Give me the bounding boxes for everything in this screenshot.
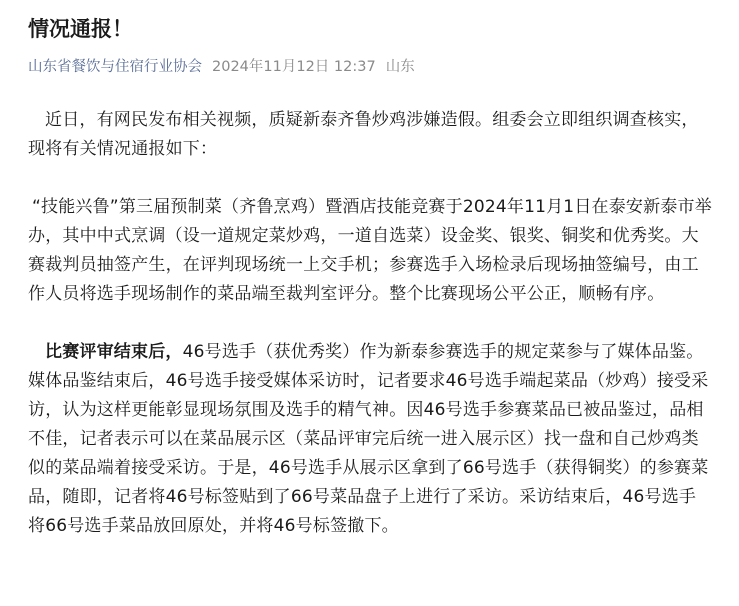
article-body <box>28 106 713 541</box>
paragraph-text: 46号选手（获优秀奖）作为新泰参赛选手的规定菜参与了媒体品鉴。媒体品鉴结束后，46号选手接受媒体采访时，记者要求46号选手端起菜品（炒鸡）接受采访，认为这样更能彰显现场氛围及选手的精气神。因46号选手参赛菜品已被品鉴过，品相不佳，记者表示可以在菜品展示区（菜品评审完后统一进入展示区）找一盘和自己炒鸡类似的菜品端着接受采访。于是，46号选手从展示区拿到了66号选手（获得铜奖）的参赛菜品，随即，记者将46号标签贴到了66号菜品盘子上进行了采访。采访结束后，46号选手将66号选手菜品放回原处，并将46号标签撤下。 <box>28 342 709 536</box>
paragraph-bold-lead: 比赛评审结束后， <box>45 342 183 362</box>
publish-location: 山东 <box>385 59 415 75</box>
source-account-link[interactable]: 山东省餐饮与住宿行业协会 <box>28 59 202 75</box>
article-meta <box>28 57 713 77</box>
article-title: 情况通报！ <box>28 17 133 41</box>
paragraph-text: “技能兴鲁”第三届预制菜（齐鲁烹鸡）暨酒店技能竞赛于2024年11月1日在泰安新泰市举办，其中中式烹调（设一道规定菜炒鸡，一道自选菜）设金奖、银奖、铜奖和优秀奖。大赛裁判员抽签产生，在评判现场统一上交手机；参赛选手入场检录后现场抽签编号，由工作人员将选手现场制作的菜品端至裁判室评分。整个比赛现场公平公正，顺畅有序。 <box>28 197 712 304</box>
paragraph-after-review <box>28 338 713 541</box>
paragraph-text: 近日，有网民发布相关视频，质疑新泰齐鲁炒鸡涉嫌造假。组委会立即组织调查核实，现将有关情况通报如下： <box>28 110 699 159</box>
paragraph-competition <box>28 193 713 309</box>
publish-date: 2024年11月12日 12:37 <box>212 59 376 75</box>
paragraph-intro <box>28 106 713 164</box>
